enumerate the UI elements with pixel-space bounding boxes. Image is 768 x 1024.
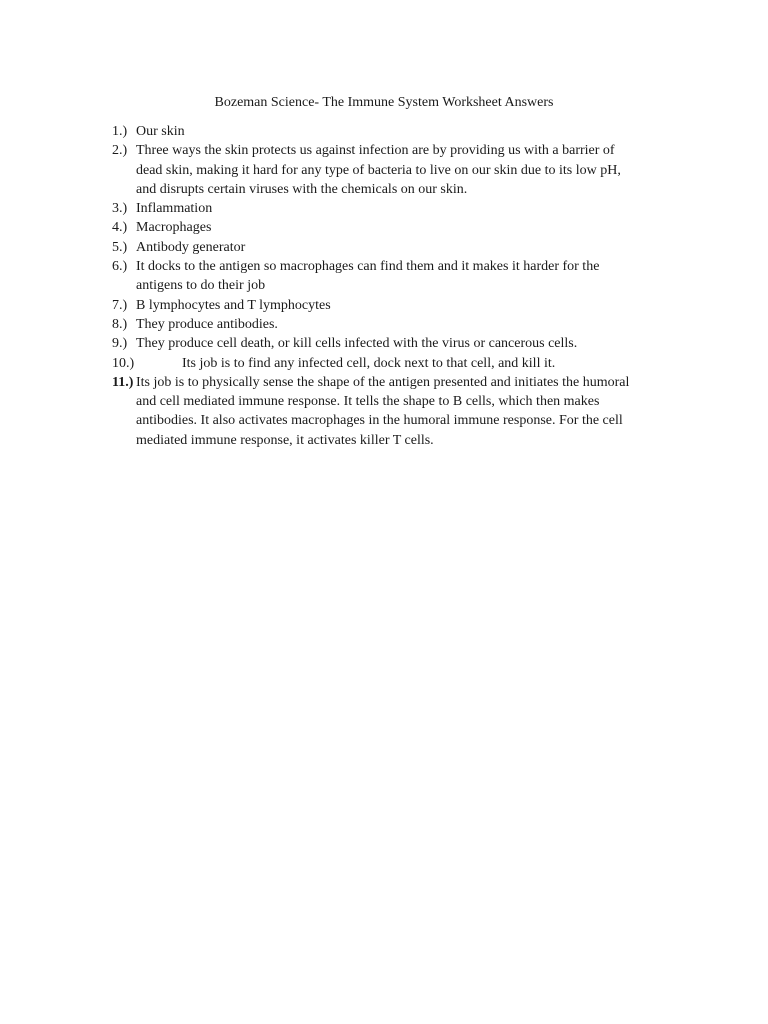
answer-text — [136, 218, 672, 237]
answer-text — [136, 199, 672, 218]
answer-number: 3.) — [112, 201, 128, 217]
answer-line: and disrupts certain viruses with the chemicals on our skin. — [136, 181, 468, 197]
answer-text — [182, 354, 672, 373]
answer-line: Its job is to find any infected cell, dock next to that cell, and kill it. — [182, 355, 556, 371]
answer-item-5 — [112, 238, 672, 257]
answer-item-2 — [112, 141, 672, 199]
answer-text — [136, 257, 672, 296]
answer-item-8 — [112, 315, 672, 334]
answer-number: 10.) — [112, 355, 135, 371]
answer-number: 9.) — [112, 336, 128, 352]
answer-number: 6.) — [112, 259, 128, 275]
answer-number: 5.) — [112, 239, 128, 255]
document-title: Bozeman Science- The Immune System Worksheet Answers — [214, 95, 554, 110]
answer-item-10 — [112, 354, 672, 373]
answer-item-1 — [112, 122, 672, 141]
answer-line: mediated immune response, it activates killer T cells. — [136, 432, 434, 448]
answer-text — [136, 141, 672, 199]
answer-line: B lymphocytes and T lymphocytes — [136, 297, 331, 313]
answer-text — [136, 296, 672, 315]
answer-item-9 — [112, 334, 672, 353]
answer-line: and cell mediated immune response. It tells the shape to B cells, which then makes — [136, 394, 600, 410]
answer-text — [136, 238, 672, 257]
answer-number: 1.) — [112, 124, 128, 139]
answer-line: antibodies. It also activates macrophages in the humoral immune response. For the cell — [136, 413, 623, 429]
answer-line: Its job is to physically sense the shape of the antigen presented and initiates the humoral — [136, 374, 630, 390]
answer-text — [136, 315, 672, 334]
answer-item-4 — [112, 218, 672, 237]
answer-number: 11.) — [112, 374, 134, 390]
answer-item-6 — [112, 257, 672, 296]
answer-line: They produce antibodies. — [136, 316, 278, 332]
answer-line: Macrophages — [136, 220, 212, 236]
answer-number: 7.) — [112, 297, 128, 313]
answer-text — [136, 122, 672, 141]
answer-item-3 — [112, 199, 672, 218]
answer-line: antigens to do their job — [136, 278, 266, 294]
answer-line: dead skin, making it hard for any type of bacteria to live on our skin due to its low pH, — [136, 162, 621, 178]
answer-number: 2.) — [112, 143, 128, 159]
answer-text — [136, 373, 672, 450]
answer-line: Inflammation — [136, 201, 213, 217]
answer-line: Three ways the skin protects us against infection are by providing us with a barrier of — [136, 143, 615, 159]
answer-text — [136, 334, 672, 353]
answer-item-7 — [112, 296, 672, 315]
answer-line: Our skin — [136, 124, 185, 139]
answer-list — [112, 122, 672, 450]
answer-number: 8.) — [112, 316, 128, 332]
answer-line: They produce cell death, or kill cells infected with the virus or cancerous cells. — [136, 336, 578, 352]
answer-line: Antibody generator — [136, 239, 246, 255]
answer-line: It docks to the antigen so macrophages can find them and it makes it harder for the — [136, 259, 600, 275]
answer-number: 4.) — [112, 220, 128, 236]
answer-item-11 — [112, 373, 672, 450]
